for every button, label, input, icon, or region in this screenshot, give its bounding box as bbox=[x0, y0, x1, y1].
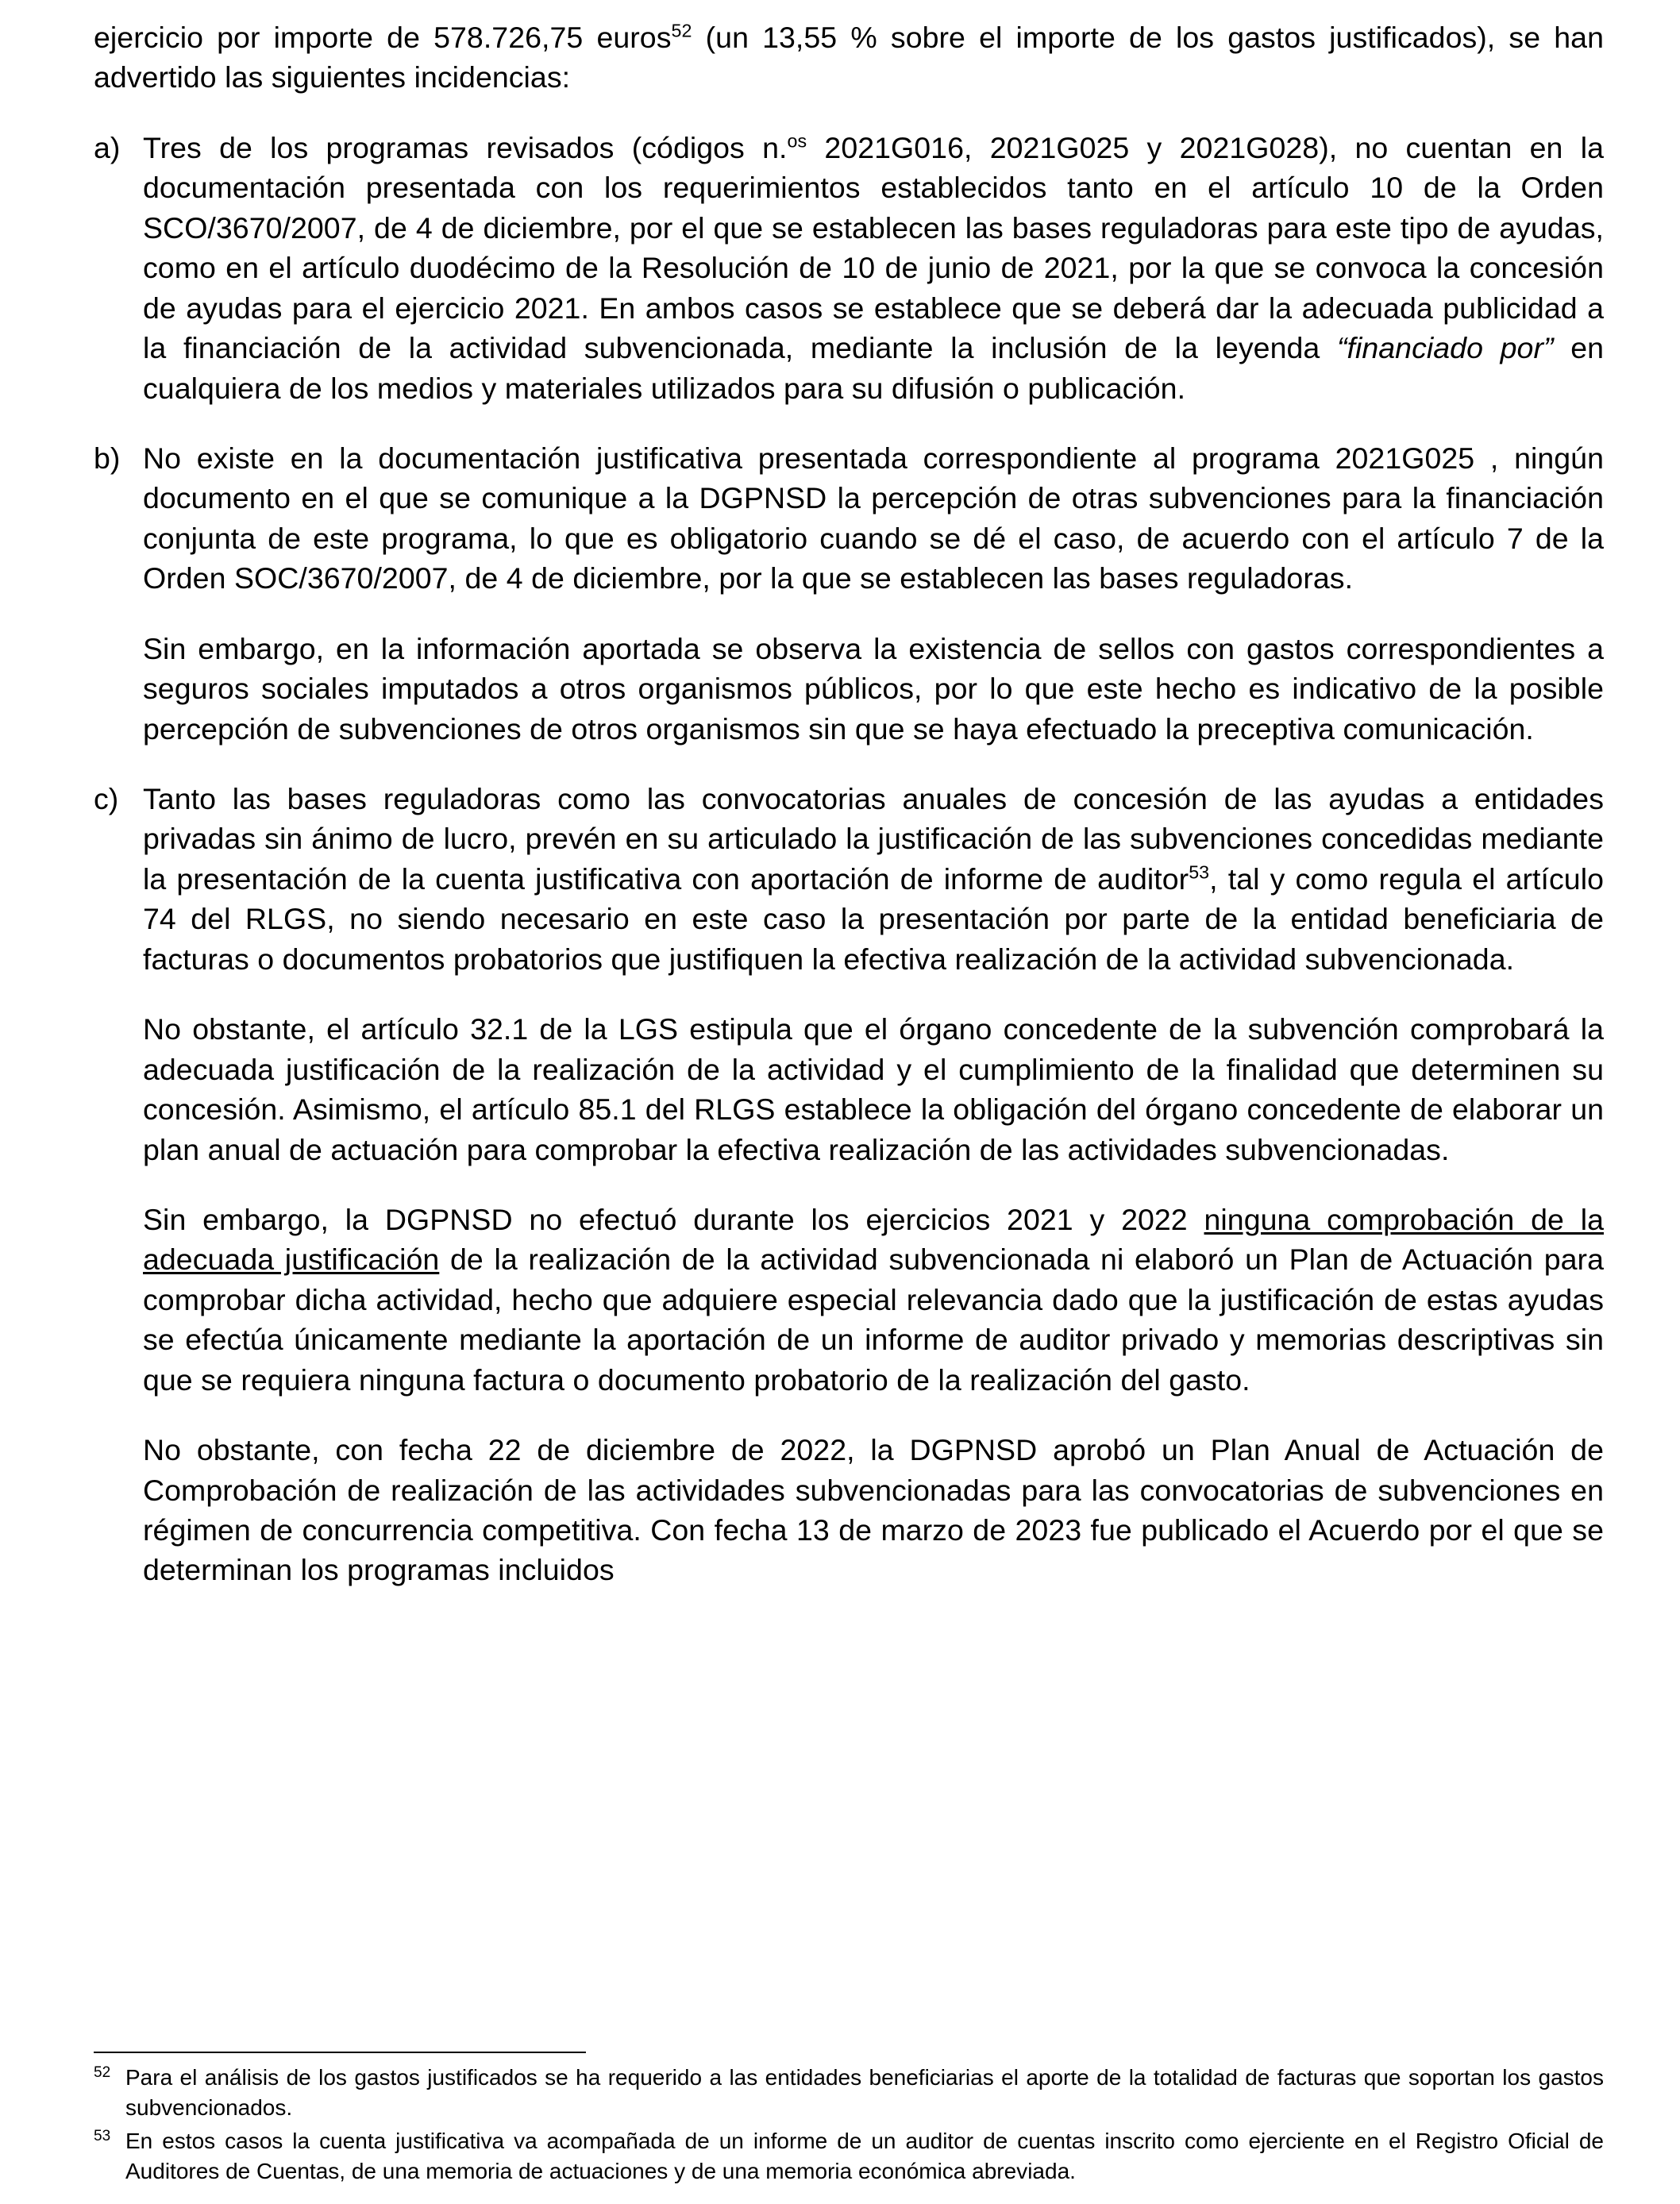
footnote-separator-rule bbox=[94, 2052, 586, 2053]
footnote-area bbox=[94, 2052, 1604, 2190]
list-marker-c: c) bbox=[94, 782, 119, 815]
item-a-text-3: en cualquiera de los medios y materiales utilizados para su difusión o publicación. bbox=[143, 331, 1605, 405]
item-c-followup-paragraph-1: No obstante, el artículo 32.1 de la LGS estipula que el órgano concedente de la subvención comprobará la adecuada justificación de la realización de la actividad y el cumplimiento de la finalidad que determinen su concesión. Asimismo, el artículo 85.1 del RLGS establece la obligación del órgano concedente de elaborar un plan anual de actuación para comprobar la efectiva realización de las actividades subvencionadas. bbox=[143, 1012, 1604, 1166]
list-body-a bbox=[143, 128, 1604, 408]
italic-quote-financiado-por: “financiado por” bbox=[1336, 331, 1554, 365]
item-c-fu2-text-2: de la realización de la actividad subvencionada ni elaboró un Plan de Actuación para comprobar dicha actividad, hecho que adquiere especial relevancia dado que la justificación de estas ayudas se efectúa únicamente mediante la aportación de un informe de auditor privado y memorias descriptivas sin que se requiera ninguna factura o documento probatorio de la realización del gasto. bbox=[143, 1243, 1604, 1397]
list-body-b bbox=[143, 438, 1604, 599]
footnote-ref-53[interactable]: 53 bbox=[1189, 861, 1210, 883]
footnote-52 bbox=[94, 2063, 1604, 2123]
item-c-fu2-text-1: Sin embargo, la DGPNSD no efectuó durante los ejercicios 2021 y 2022 bbox=[143, 1202, 1204, 1236]
footnote-52-number: 52 bbox=[94, 2063, 111, 2081]
item-b-followup-paragraph: Sin embargo, en la información aportada se observa la existencia de sellos con gastos correspondientes a seguros sociales imputados a otros organismos públicos, por lo que este hecho es indicativo de la posible percepción de subvenciones de otros organismos sin que se haya efectuado la preceptiva comunicación. bbox=[143, 631, 1604, 746]
list-item-c bbox=[94, 779, 1604, 979]
item-c-text-1: Tanto las bases reguladoras como las convocatorias anuales de concesión de las ayudas a entidades privadas sin ánimo de lucro, prevén en su articulado la justificación de las subvenciones concedidas mediante la presentación de la cuenta justificativa con aportación de informe de auditor bbox=[143, 782, 1604, 896]
list-body-c bbox=[143, 779, 1604, 979]
list-marker-b: b) bbox=[94, 441, 121, 475]
list-item-b bbox=[94, 438, 1604, 599]
item-a-text-2: 2021G016, 2021G025 y 2021G028), no cuentan en la documentación presentada con los requerimientos establecidos tanto en el artículo 10 de la Orden SCO/3670/2007, de 4 de diciembre, por el que se establecen las bases reguladoras para este tipo de ayudas, como en el artículo duodécimo de la Resolución de 10 de junio de 2021, por la que se convoca la concesión de ayudas para el ejercicio 2021. En ambos casos se establece que se deberá dar la adecuada publicidad a la financiación de la actividad subvencionada, mediante la inclusión de la leyenda bbox=[143, 130, 1604, 365]
footnote-ref-52[interactable]: 52 bbox=[671, 20, 692, 41]
list-item-a bbox=[94, 128, 1604, 408]
ordinal-plural-superscript: os bbox=[787, 130, 807, 152]
item-a-text-1: Tres de los programas revisados (códigos n. bbox=[143, 130, 788, 164]
opening-paragraph bbox=[94, 17, 1604, 98]
footnote-53-text: En estos casos la cuenta justificativa va acompañada de un informe de un auditor de cuentas inscrito como ejerciente en el Registro Oficial de Auditores de Cuentas, de una memoria de actuaciones y de una memoria económica abreviada. bbox=[125, 2128, 1604, 2183]
list-marker-a: a) bbox=[94, 130, 121, 164]
item-c-text-2: , tal y como regula el artículo 74 del RLGS, no siendo necesario en este caso la presentación por parte de la entidad beneficiaria de facturas o documentos probatorios que justifiquen la efectiva realización de la actividad subvencionada. bbox=[143, 861, 1604, 976]
footnote-53-number: 53 bbox=[94, 2127, 111, 2144]
document-body bbox=[94, 17, 1604, 1590]
footnote-52-text: Para el análisis de los gastos justificados se ha requerido a las entidades beneficiarias el aporte de la totalidad de facturas que soportan los gastos subvencionados. bbox=[125, 2064, 1604, 2120]
item-c-followup-paragraph-3: No obstante, con fecha 22 de diciembre de 2022, la DGPNSD aprobó un Plan Anual de Actuación de Comprobación de realización de las actividades subvencionadas para las convocatorias de subvenciones en régimen de concurrencia competitiva. Con fecha 13 de marzo de 2023 fue publicado el Acuerdo por el que se determinan los programas incluidos bbox=[143, 1433, 1604, 1587]
opening-paragraph-tail: (un 13,55 % sobre el importe de los gastos justificados), se han advertido las siguientes incidencias: bbox=[94, 21, 1604, 94]
item-c-followup-paragraph-2 bbox=[143, 1200, 1604, 1400]
underlined-phrase-ninguna-comprobacion: ninguna comprobación de la adecuada justificación bbox=[143, 1202, 1604, 1277]
opening-paragraph-lead: ejercicio por importe de 578.726,75 euros bbox=[94, 21, 672, 54]
footnote-53 bbox=[94, 2126, 1604, 2187]
item-b-text-1: No existe en la documentación justificativa presentada correspondiente al programa 2021G025 , ningún documento en el que se comunique a la DGPNSD la percepción de otras subvenciones para la financiación conjunta de este programa, lo que es obligatorio cuando se dé el caso, de acuerdo con el artículo 7 de la Orden SOC/3670/2007, de 4 de diciembre, por la que se establecen las bases reguladoras. bbox=[143, 441, 1604, 595]
